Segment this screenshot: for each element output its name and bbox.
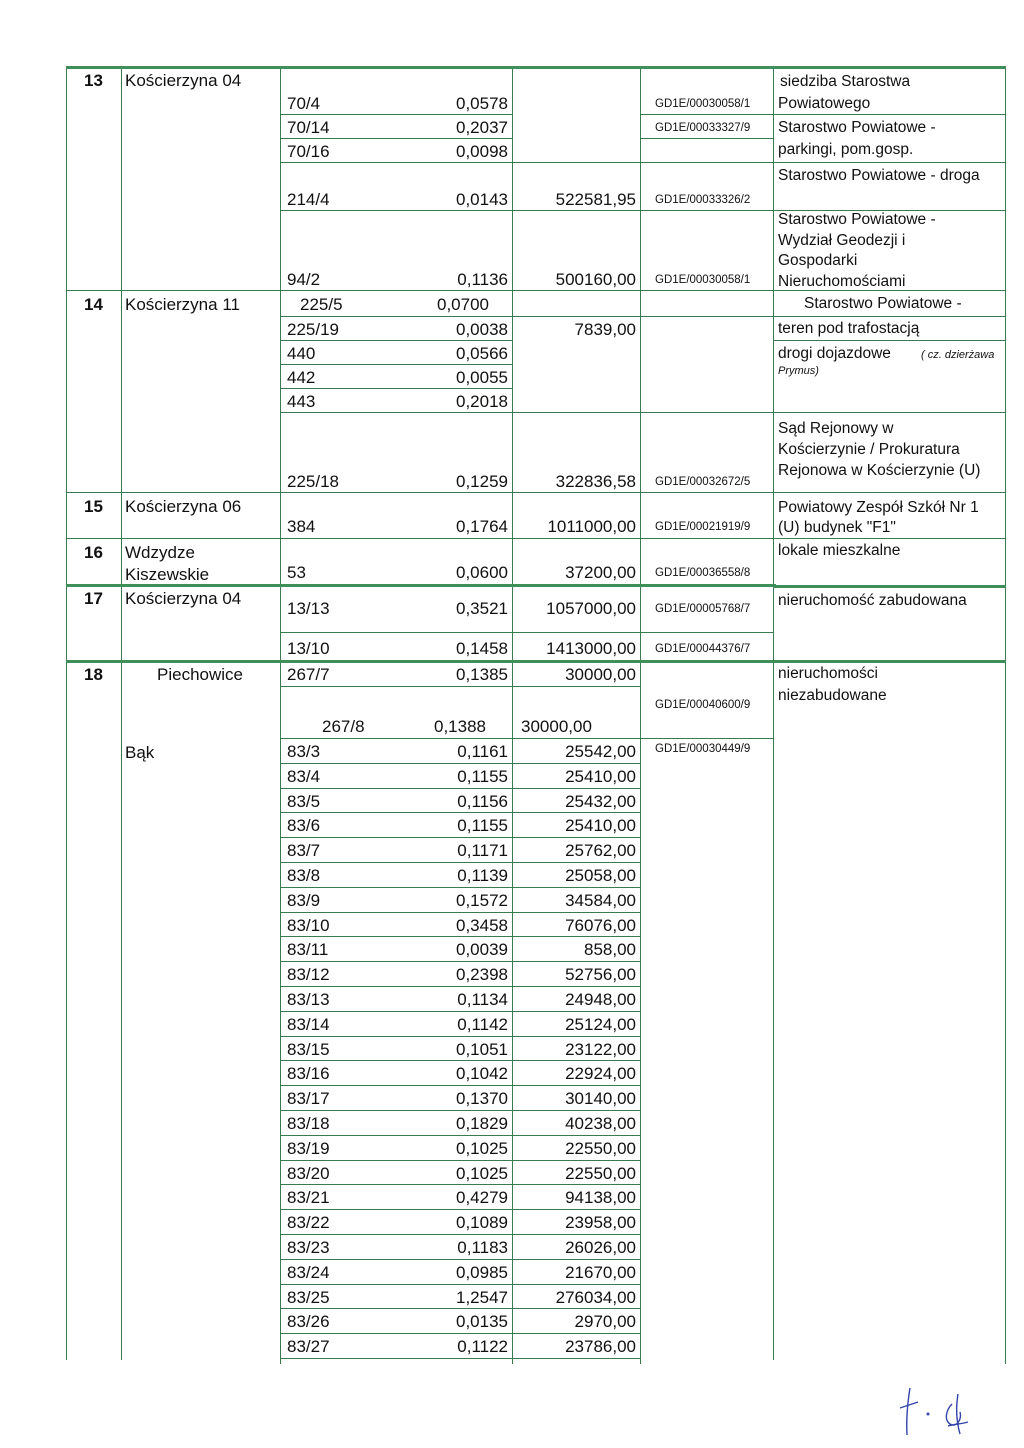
parcel-value: 24948,00 (565, 990, 636, 1009)
parcel-number: 83/3 (287, 742, 321, 761)
parcel-area: 0,1122 (457, 1337, 508, 1357)
parcel-area: 0,1155 (457, 766, 508, 786)
grid-line (773, 340, 1006, 341)
parcel-number: 267/8 (322, 717, 365, 736)
parcel-number: 83/15 (287, 1039, 330, 1059)
grid-line (280, 912, 640, 913)
parcel-area: 0,1259 (456, 472, 508, 491)
parcel-value: 30000,00 (565, 665, 636, 684)
grid-line (773, 68, 774, 1360)
parcel-number: 83/26 (287, 1312, 330, 1332)
parcel-value: 23786,00 (565, 1337, 636, 1357)
property-description: Nieruchomościami (778, 273, 906, 290)
parcel-value: 23122,00 (565, 1039, 636, 1059)
parcel-number: 83/10 (287, 915, 330, 935)
property-description: Starostwo Powiatowe - (778, 119, 936, 136)
parcel-number: 83/18 (287, 1114, 330, 1133)
property-description: Starostwo Powiatowe - (778, 211, 936, 228)
property-description: (U) budynek "F1" (778, 519, 896, 536)
parcel-area: 0,2037 (456, 118, 508, 137)
grid-line (640, 114, 1006, 115)
parcel-number: 83/20 (287, 1163, 330, 1183)
row-number: 13 (84, 71, 103, 90)
parcel-area: 0,0578 (456, 94, 508, 113)
parcel-area: 0,1042 (456, 1064, 508, 1084)
grid-line (280, 364, 512, 365)
parcel-value: 76076,00 (565, 915, 636, 935)
parcel-number: 83/22 (287, 1213, 330, 1233)
grid-line (280, 887, 640, 888)
parcel-number: 13/10 (287, 639, 330, 658)
land-register-number: GD1E/00033327/9 (655, 122, 751, 134)
parcel-area: 0,3521 (456, 599, 508, 618)
grid-line (280, 1358, 640, 1359)
grid-line (280, 738, 773, 739)
parcel-value: 30140,00 (565, 1089, 636, 1109)
place-name: Bąk (125, 743, 155, 762)
parcel-area: 0,1025 (456, 1163, 508, 1183)
place-name: Wdzydze Kiszewskie (125, 543, 210, 584)
parcel-area: 0,1156 (457, 791, 508, 811)
parcel-area: 0,1051 (456, 1039, 508, 1059)
parcel-value: 52756,00 (565, 965, 636, 985)
grid-line (280, 961, 640, 962)
parcel-number: 225/18 (287, 472, 339, 491)
grid-line (280, 686, 640, 687)
grid-line (280, 1184, 640, 1185)
parcel-number: 440 (287, 344, 316, 363)
grid-line (280, 1333, 640, 1334)
grid-line (280, 862, 640, 863)
parcel-area: 0,0135 (456, 1312, 508, 1332)
grid-line (280, 812, 640, 813)
grid-line (280, 162, 1006, 163)
parcel-value: 94138,00 (565, 1188, 636, 1208)
parcel-number: 83/24 (287, 1262, 330, 1282)
grid-line (66, 538, 1006, 539)
parcel-number: 83/4 (287, 766, 321, 786)
land-register-number: GD1E/00033326/2 (655, 194, 751, 206)
parcel-area: 0,1161 (457, 742, 508, 761)
parcel-number: 70/4 (287, 94, 321, 113)
parcel-value: 1413000,00 (546, 639, 636, 658)
parcel-number: 70/16 (287, 142, 330, 161)
grid-line (280, 114, 512, 115)
land-register-number: GD1E/00005768/7 (655, 603, 751, 615)
parcel-number: 83/11 (287, 940, 329, 960)
property-description: lokale mieszkalne (778, 542, 901, 559)
grid-line (280, 1209, 640, 1210)
parcel-value: 7839,00 (574, 320, 636, 339)
parcel-value: 500160,00 (555, 270, 636, 289)
grid-line (121, 68, 122, 1360)
grid-line (1005, 68, 1006, 1364)
grid-line (280, 1036, 640, 1037)
parcel-number: 83/27 (287, 1337, 330, 1357)
property-description-note: Prymus) (778, 365, 819, 377)
parcel-area: 0,2018 (456, 392, 508, 411)
parcel-value: 22924,00 (565, 1064, 636, 1084)
parcel-number: 83/13 (287, 990, 330, 1009)
property-description: Starostwo Powiatowe - droga (778, 167, 980, 184)
place-name: Kościerzyna 04 (125, 71, 242, 90)
parcel-area: 0,1370 (456, 1089, 508, 1109)
parcel-value: 25542,00 (565, 742, 636, 761)
parcel-area: 0,1089 (456, 1213, 508, 1233)
grid-line (66, 290, 1006, 291)
parcel-area: 0,2398 (456, 965, 508, 985)
grid-line (280, 340, 512, 341)
parcel-area: 0,1025 (456, 1138, 508, 1158)
parcel-number: 83/14 (287, 1014, 330, 1034)
grid-line (280, 1234, 640, 1235)
parcel-value: 1011000,00 (547, 517, 636, 536)
land-register-number: GD1E/00030058/1 (655, 274, 751, 286)
parcel-area: 0,1764 (456, 517, 508, 536)
property-description: Wydział Geodezji i (778, 232, 906, 249)
parcel-area: 0,1385 (456, 665, 508, 684)
grid-line (640, 68, 641, 1364)
parcel-area: 0,0600 (456, 563, 508, 582)
parcel-area: 0,1142 (457, 1014, 508, 1034)
grid-line (280, 412, 1006, 413)
parcel-area: 0,1171 (457, 841, 508, 861)
parcel-value: 858,00 (584, 940, 636, 960)
grid-line (640, 138, 773, 139)
parcel-number: 214/4 (287, 190, 330, 209)
parcel-value: 22550,00 (565, 1163, 636, 1183)
grid-line (280, 138, 512, 139)
parcel-value: 26026,00 (565, 1238, 636, 1257)
grid-line (280, 1110, 640, 1111)
land-register-number: GD1E/00032672/5 (655, 476, 751, 488)
grid-line (280, 788, 640, 789)
row-number: 18 (84, 665, 103, 684)
parcel-area: 0,0038 (456, 320, 508, 339)
grid-line (280, 1060, 640, 1061)
property-description: Sąd Rejonowy w (778, 420, 894, 437)
parcel-area: 0,4279 (456, 1188, 508, 1208)
parcel-area: 0,0566 (456, 344, 508, 363)
property-description: Rejonowa w Kościerzynie (U) (778, 462, 981, 479)
parcel-area: 0,1183 (457, 1238, 508, 1257)
grid-line (280, 763, 640, 764)
property-description: teren pod trafostacją (778, 320, 920, 337)
parcel-number: 83/17 (287, 1089, 330, 1109)
parcel-value: 25762,00 (565, 841, 636, 861)
parcel-value: 322836,58 (555, 472, 636, 491)
parcel-value: 34584,00 (565, 890, 636, 910)
parcel-value: 22550,00 (565, 1138, 636, 1158)
parcel-value: 522581,95 (555, 190, 636, 209)
grid-line (280, 1085, 640, 1086)
parcel-area: 0,1139 (457, 866, 508, 885)
parcel-number: 83/9 (287, 890, 321, 910)
row-top-border (66, 66, 1006, 69)
grid-line (66, 68, 67, 1360)
parcel-number: 225/5 (300, 295, 343, 314)
parcel-number: 83/23 (287, 1238, 330, 1257)
grid-line (280, 632, 773, 633)
parcel-number: 83/8 (287, 866, 321, 885)
property-description: nieruchomości (778, 665, 878, 682)
parcel-area: 0,1136 (457, 270, 508, 289)
row-number: 14 (84, 295, 103, 314)
parcel-number: 83/5 (287, 791, 321, 811)
parcel-area: 0,0700 (437, 295, 489, 314)
row-18-top-border (66, 660, 1006, 663)
handwritten-signature (890, 1380, 990, 1440)
grid-line (280, 936, 640, 937)
grid-line (280, 1308, 640, 1309)
place-name: Kościerzyna 06 (125, 497, 242, 516)
parcel-value: 276034,00 (555, 1287, 636, 1307)
grid-line (280, 68, 281, 1364)
land-register-number: GD1E/00030058/1 (655, 98, 751, 110)
parcel-value: 25058,00 (565, 866, 636, 885)
place-name: Kościerzyna 11 (125, 295, 240, 314)
parcel-area: 0,1388 (434, 717, 486, 736)
land-register-number: GD1E/00044376/7 (655, 643, 751, 655)
parcel-number: 267/7 (287, 665, 330, 684)
property-description: parkingi, pom.gosp. (778, 141, 914, 158)
property-description: Powiatowy Zespół Szkół Nr 1 (778, 499, 979, 516)
parcel-value: 37200,00 (565, 563, 636, 582)
grid-line (280, 316, 1006, 317)
grid-line (280, 1284, 640, 1285)
parcel-area: 0,0055 (456, 368, 508, 387)
property-description: Kościerzynie / Prokuratura (778, 441, 960, 458)
property-description: Powiatowego (778, 95, 871, 112)
parcel-number: 53 (287, 563, 306, 582)
grid-line (280, 986, 640, 987)
parcel-area: 0,1829 (456, 1114, 508, 1133)
parcel-number: 442 (287, 368, 316, 387)
parcel-number: 443 (287, 392, 316, 411)
property-description: nieruchomość zabudowana (778, 592, 967, 609)
parcel-area: 0,1155 (457, 816, 508, 836)
parcel-number: 384 (287, 517, 316, 536)
parcel-value: 21670,00 (565, 1262, 636, 1282)
parcel-area: 0,1458 (456, 639, 508, 658)
grid-line (280, 388, 512, 389)
parcel-number: 83/21 (287, 1188, 330, 1208)
parcel-value: 2970,00 (574, 1312, 636, 1332)
parcel-number: 83/7 (287, 841, 321, 861)
row-number: 15 (84, 497, 103, 516)
property-description-note: ( cz. dzierżawa (921, 349, 995, 361)
parcel-value: 25124,00 (565, 1014, 636, 1034)
place-name: Kościerzyna 04 (125, 589, 242, 608)
parcel-number: 83/16 (287, 1064, 330, 1084)
parcel-number: 83/12 (287, 965, 330, 985)
parcel-area: 0,3458 (456, 915, 508, 935)
parcel-area: 0,1572 (456, 890, 508, 910)
parcel-number: 70/14 (287, 118, 330, 137)
place-name: Piechowice (157, 665, 243, 684)
parcel-value: 1057000,00 (546, 599, 636, 618)
parcel-value: 23958,00 (565, 1213, 636, 1233)
land-register-number: GD1E/00021919/9 (655, 521, 751, 533)
parcel-value: 25432,00 (565, 791, 636, 811)
parcel-value: 25410,00 (565, 816, 636, 836)
parcel-value: 40238,00 (565, 1114, 636, 1133)
parcel-area: 0,0098 (456, 142, 508, 161)
parcel-area: 0,1134 (457, 990, 508, 1009)
parcel-number: 94/2 (287, 270, 321, 289)
land-register-number: GD1E/00040600/9 (655, 699, 751, 711)
row-number: 17 (84, 589, 103, 608)
parcel-value: 25410,00 (565, 766, 636, 786)
parcel-value: 30000,00 (521, 717, 592, 736)
grid-line (280, 1259, 640, 1260)
parcel-area: 0,0143 (456, 190, 508, 209)
grid-line (512, 68, 513, 1364)
parcel-number: 83/25 (287, 1287, 330, 1307)
grid-line (280, 837, 640, 838)
property-description: drogi dojazdowe (778, 345, 891, 362)
property-description: Starostwo Powiatowe - (804, 295, 962, 312)
row-number: 16 (84, 543, 103, 562)
grid-line (280, 1160, 640, 1161)
parcel-number: 13/13 (287, 599, 330, 618)
grid-line (280, 1135, 640, 1136)
parcel-area: 0,0039 (456, 940, 508, 960)
parcel-area: 0,0985 (456, 1262, 508, 1282)
property-description: siedziba Starostwa (780, 73, 911, 90)
parcel-area: 1,2547 (456, 1287, 508, 1307)
parcel-number: 225/19 (287, 320, 339, 339)
parcel-number: 83/6 (287, 816, 321, 836)
grid-line (66, 492, 1006, 493)
property-description: Gospodarki (778, 252, 858, 269)
parcel-number: 83/19 (287, 1138, 330, 1158)
land-register-number: GD1E/00030449/9 (655, 743, 751, 755)
row-17-top-border (773, 585, 1006, 588)
property-description: niezabudowane (778, 687, 887, 704)
grid-line (280, 1011, 640, 1012)
land-register-number: GD1E/00036558/8 (655, 567, 751, 579)
